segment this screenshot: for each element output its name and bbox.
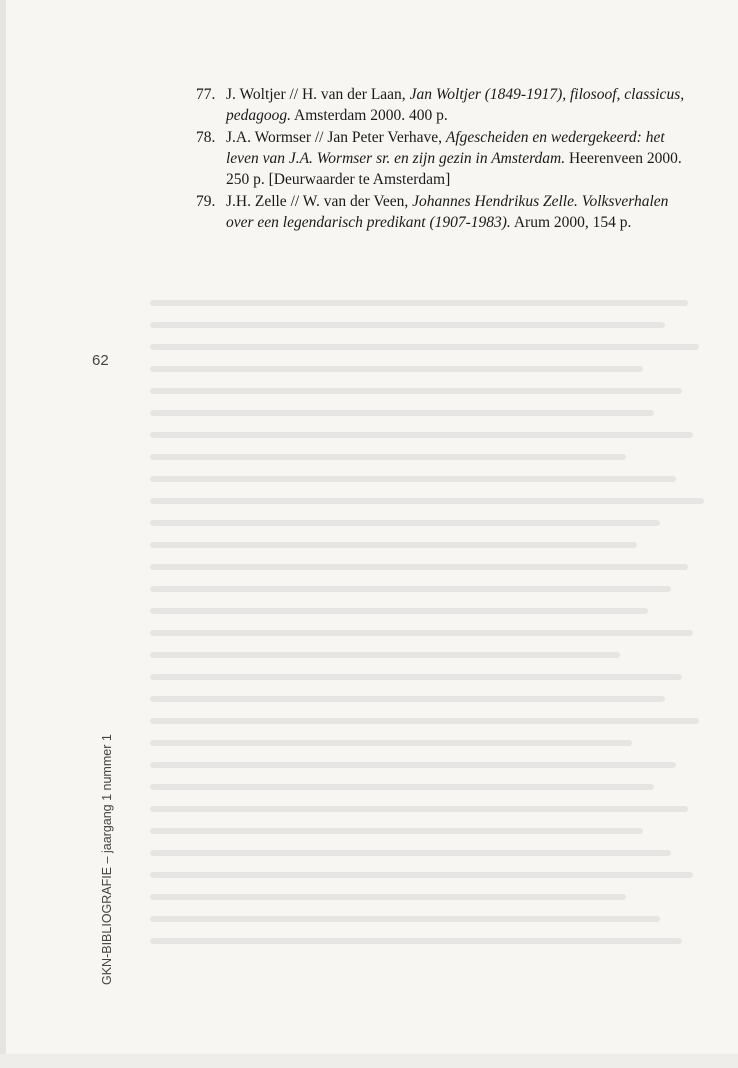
entry-publication: Amsterdam 2000. 400 p. bbox=[291, 107, 448, 124]
bibliography-entry bbox=[196, 127, 696, 190]
entry-author: J.A. Wormser // Jan Peter Verhave, bbox=[226, 129, 446, 146]
running-footer: GKN-BIBLIOGRAFIE – jaargang 1 nummer 1 bbox=[100, 734, 114, 985]
entry-text bbox=[226, 191, 696, 233]
page-edge-left bbox=[0, 0, 6, 1068]
bibliography-entry bbox=[196, 191, 696, 233]
entry-publication: Heerenveen 2000. 250 p. [Deurwaarder te Amsterdam] bbox=[226, 150, 682, 188]
page-edge-bottom bbox=[0, 1054, 738, 1068]
bibliography-entry bbox=[196, 84, 696, 126]
entry-text bbox=[226, 127, 696, 190]
entry-title: Afgescheiden en wedergekeerd: het leven van J.A. Wormser sr. en zijn gezin in Amsterdam. bbox=[226, 129, 665, 167]
entry-number: 78. bbox=[196, 129, 216, 146]
entry-title: Johannes Hendrikus Zelle. Volksverhalen over een legendarisch predikant (1907-1983). bbox=[226, 193, 669, 231]
entry-number: 79. bbox=[196, 193, 216, 210]
entry-text bbox=[226, 84, 696, 126]
entry-title: Jan Woltjer (1849-1917), filosoof, classicus, pedagoog. bbox=[226, 86, 685, 124]
entry-publication: Arum 2000, 154 p. bbox=[510, 214, 632, 231]
entry-author: J.H. Zelle // W. van der Veen, bbox=[226, 193, 413, 210]
bibliography-entries bbox=[196, 84, 696, 234]
page-number: 62 bbox=[92, 352, 109, 369]
show-through-text bbox=[150, 300, 710, 1000]
entry-number: 77. bbox=[196, 86, 216, 103]
entry-author: J. Woltjer // H. van der Laan, bbox=[226, 86, 410, 103]
